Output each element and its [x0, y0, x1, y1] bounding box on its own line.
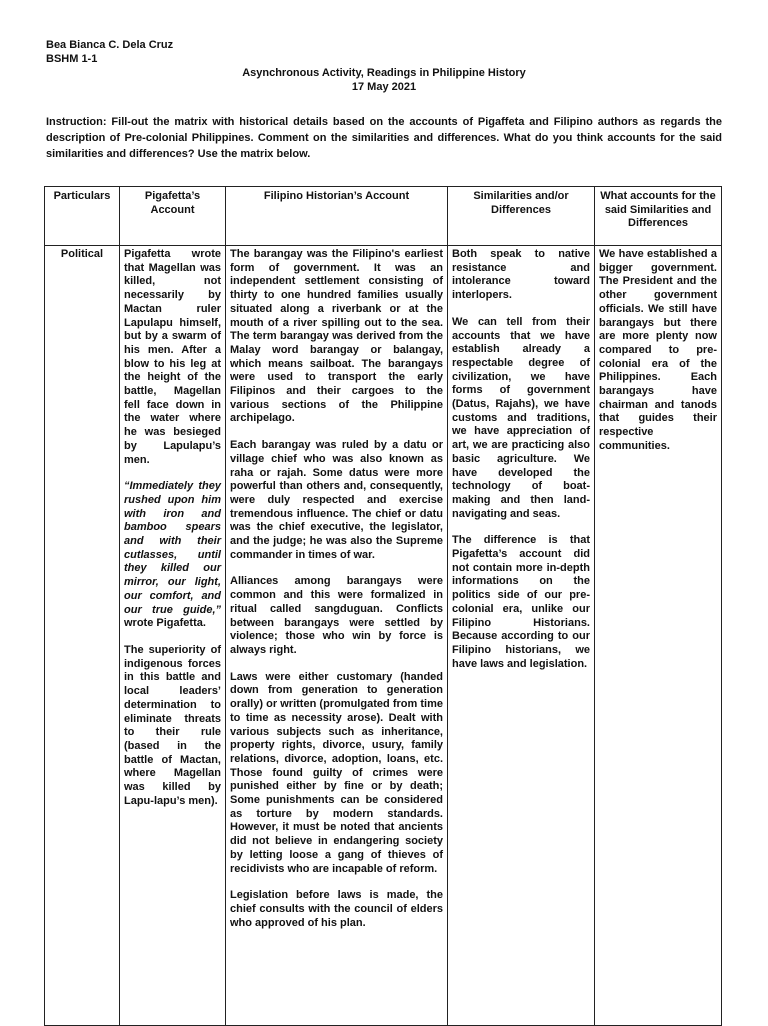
header-similarities: Similarities and/or Differences [448, 187, 595, 246]
pigafetta-paragraph: Pigafetta wrote that Magellan was killed, not necessarily by Mactan ruler Lapulapu himself, but by a swarm of his men. After a blow to his leg at the height of the battle, Magellan fell face down in the water where he was besieged by Lapulapu’s men. [124, 248, 221, 466]
author-name: Bea Bianca C. Dela Cruz [46, 39, 174, 51]
historian-paragraph: Alliances among barangays were common and this were formalized in ritual called sangduguan. Conflicts between barangays were settled by violence; those who win by force is always right. [230, 575, 443, 656]
instruction-text: Instruction: Fill-out the matrix with historical details based on the accounts of Pigaffeta and Filipino authors as regards the description of Pre-colonial Philippines. Comment on the similarities and differences. What do you think accounts for the said similarities and differences? Use the matrix below. [46, 116, 722, 160]
historian-paragraph: Each barangay was ruled by a datu or village chief who was also known as raha or rajah. Some datus were more powerful than others and, consequently, were duly respected and exercise tremendous influence. The chief or datu was the chief executive, the legislator, and the judge; he was also the Supreme commander in times of war. [230, 439, 443, 561]
header-historian-account: Filipino Historian’s Account [226, 187, 448, 246]
table-row [45, 246, 722, 1026]
pigafetta-attribution: wrote Pigafetta. [124, 617, 206, 630]
header-particulars: Particulars [45, 187, 120, 246]
historian-paragraph: Legislation before laws is made, the chief consults with the council of elders who approved of his plan. [230, 889, 443, 929]
similarities-paragraph: We can tell from their accounts that we have establish already a respectable degree of civilization, we have forms of government (Datus, Rajahs), we have customs and traditions, we have appreciation of art, we are practicing also basic agriculture. We have developed the technology of boat-making and then land-navigating and seas. [452, 315, 590, 520]
row-label-political: Political [45, 246, 120, 1026]
pigafetta-paragraph: The superiority of indigenous forces in this battle and local leaders’ determination to eliminate threats to their rule (based in the battle of Mactan, where Magellan was killed by Lapu-lapu’s men). [124, 643, 221, 807]
pigafetta-cell [120, 246, 226, 1026]
activity-date: 17 May 2021 [351, 81, 417, 93]
historian-paragraph: Laws were either customary (handed down from generation to generation orally) or written (promulgated from time to time as necessity arose). Dealt with various subjects such as inheritance, property rights, divorce, usury, family relations, divorce, adoption, loans, etc. Those found guilty of crimes were punished either by fine or by death; Some punishments can be considered as torture by modern standards. However, it must be noted that ancients did not believe in endangering society by letting loose a gang of thieves of recidivists who are incapable of reform. [230, 670, 443, 875]
similarities-cell [448, 246, 595, 1026]
similarities-paragraph: Both speak to native resistance and intolerance toward interlopers. [452, 248, 590, 302]
pigafetta-quote-block [124, 480, 221, 631]
author-section: BSHM 1-1 [46, 53, 98, 65]
header-pigafetta-account: Pigafetta’s Account [120, 187, 226, 246]
table-header-row [45, 187, 722, 246]
historian-paragraph: The barangay was the Filipino's earliest form of government. It was an independent settlement consisting of thirty to one hundred families usually situated along a riverbank or at the mouth of a river spilling out to the sea. The term barangay was derived from the Malay word barangay or balangay, which means sailboat. The barangays were used to transport the early Filipinos and their cargoes to the various sections of the Philippine archipelago. [230, 248, 443, 425]
activity-title: Asynchronous Activity, Readings in Philippine History [242, 67, 526, 79]
document-title-block [0, 66, 768, 94]
author-header [46, 38, 173, 66]
header-what-accounts: What accounts for the said Similarities and Differences [595, 187, 722, 246]
historian-cell [226, 246, 448, 1026]
history-matrix-table [44, 186, 722, 1026]
accounts-paragraph: We have established a bigger government. The President and the other government officials. We still have barangays but there are more plenty now compared to pre-colonial era of the Philippines. Each barangays have chairman and tanods that guides their respective communities. [599, 248, 717, 452]
similarities-paragraph: The difference is that Pigafetta’s account did not contain more in-depth informations on the politics side of our pre-colonial era, unlike our Filipino Historians. Because according to our Filipino historians, we have laws and legislation. [452, 534, 590, 670]
pigafetta-quote: “Immediately they rushed upon him with iron and bamboo spears and with their cutlasses, until they killed our mirror, our light, our comfort, and our true guide,” [124, 480, 221, 616]
accounts-cell [595, 246, 722, 1026]
